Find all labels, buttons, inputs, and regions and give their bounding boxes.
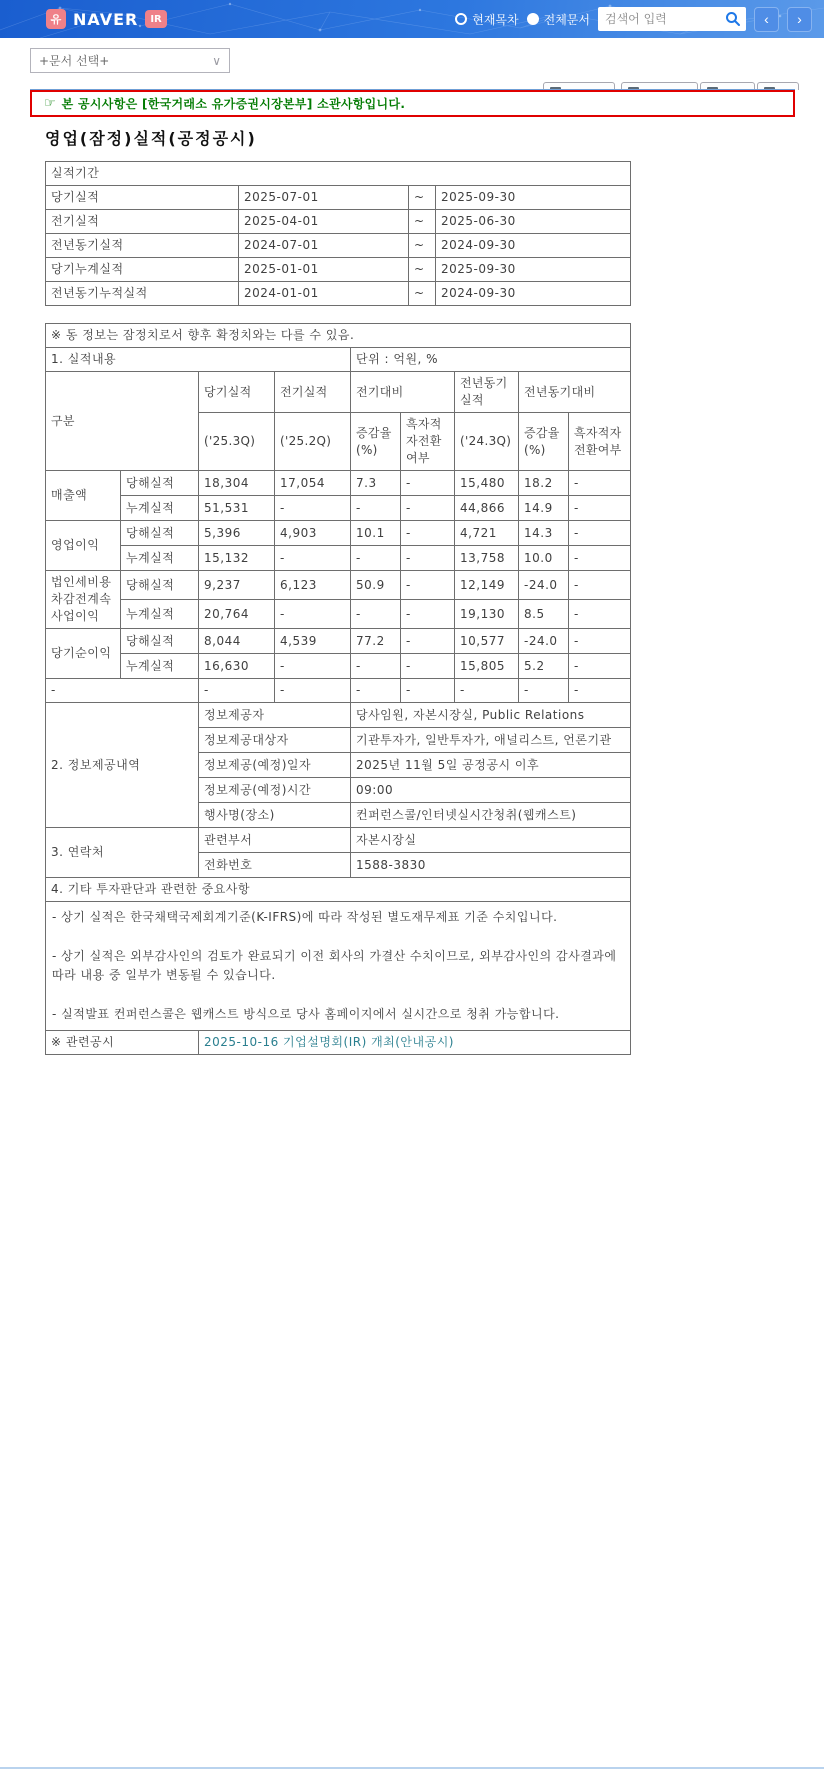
table-header-row bbox=[46, 372, 631, 413]
result-cell: 7.3 bbox=[351, 471, 401, 496]
provisional-note: ※ 동 정보는 잠정치로서 향후 확정치와는 다를 수 있음. bbox=[46, 324, 631, 348]
table-row bbox=[46, 878, 631, 902]
header-controls bbox=[455, 0, 812, 38]
result-cell: 4,721 bbox=[455, 521, 519, 546]
result-cell: 9,237 bbox=[199, 571, 275, 600]
metric-name: 당기순이익 bbox=[46, 629, 121, 679]
related-disclosure-label: ※ 관련공시 bbox=[46, 1031, 199, 1055]
chevron-right-icon: › bbox=[797, 11, 802, 27]
result-cell: 10.1 bbox=[351, 521, 401, 546]
result-cell: - bbox=[401, 471, 455, 496]
table-row bbox=[46, 629, 631, 654]
brand-area bbox=[46, 0, 167, 38]
result-cell: 10,577 bbox=[455, 629, 519, 654]
page-title: 영업(잠정)실적(공정공시) bbox=[45, 129, 257, 148]
result-cell: 16,630 bbox=[199, 654, 275, 679]
radio-selected-icon[interactable] bbox=[527, 13, 539, 25]
results-table bbox=[45, 323, 631, 1055]
dash-cell: - bbox=[351, 679, 401, 703]
contact-label: 전화번호 bbox=[199, 853, 351, 878]
dash-cell: - bbox=[519, 679, 569, 703]
table-row bbox=[46, 571, 631, 600]
top-header-bar bbox=[0, 0, 824, 38]
col-previous: 전기실적 bbox=[275, 372, 351, 413]
subcol-turnaround: 흑자적자전환여부 bbox=[401, 413, 455, 471]
period-to: 2025-09-30 bbox=[436, 258, 631, 282]
table-row bbox=[46, 546, 631, 571]
metric-name: 법인세비용차감전계속사업이익 bbox=[46, 571, 121, 629]
result-cell: 77.2 bbox=[351, 629, 401, 654]
table-row bbox=[46, 679, 631, 703]
col-current: 당기실적 bbox=[199, 372, 275, 413]
table-row bbox=[46, 1031, 631, 1055]
result-cell: 15,480 bbox=[455, 471, 519, 496]
result-cell: 17,054 bbox=[275, 471, 351, 496]
result-cell: - bbox=[401, 546, 455, 571]
result-cell: 8.5 bbox=[519, 600, 569, 629]
table-row bbox=[46, 324, 631, 348]
period-to: 2025-06-30 bbox=[436, 210, 631, 234]
result-cell: - bbox=[275, 546, 351, 571]
table-row bbox=[46, 348, 631, 372]
metric-name: 매출액 bbox=[46, 471, 121, 521]
result-cell: 44,866 bbox=[455, 496, 519, 521]
dash-cell: - bbox=[199, 679, 275, 703]
col-gubun: 구분 bbox=[46, 372, 199, 471]
result-cell: - bbox=[569, 471, 631, 496]
dash-cell: - bbox=[46, 679, 199, 703]
section4-title: 4. 기타 투자판단과 관련한 중요사항 bbox=[46, 878, 631, 902]
table-row bbox=[46, 162, 631, 186]
period-from: 2025-04-01 bbox=[239, 210, 409, 234]
result-cell: - bbox=[401, 521, 455, 546]
table-row bbox=[46, 258, 631, 282]
result-cell: - bbox=[569, 600, 631, 629]
row-type: 누계실적 bbox=[121, 546, 199, 571]
result-cell: 51,531 bbox=[199, 496, 275, 521]
table-row bbox=[46, 521, 631, 546]
col-yoy: 전년동기대비 bbox=[519, 372, 631, 413]
ir-badge: IR bbox=[145, 10, 166, 28]
result-cell: 19,130 bbox=[455, 600, 519, 629]
period-to: 2024-09-30 bbox=[436, 282, 631, 306]
section1-title: 1. 실적내용 bbox=[46, 348, 351, 372]
prev-button[interactable] bbox=[754, 7, 779, 32]
period-label: 당기실적 bbox=[46, 186, 239, 210]
result-cell: 5.2 bbox=[519, 654, 569, 679]
result-cell: - bbox=[401, 571, 455, 600]
info-label: 정보제공(예정)일자 bbox=[199, 753, 351, 778]
result-cell: - bbox=[401, 629, 455, 654]
remark-line: - 실적발표 컨퍼런스콜은 웹캐스트 방식으로 당사 홈페이지에서 실시간으로 청취 가능합니다. bbox=[52, 1007, 560, 1021]
radio-current-toc[interactable] bbox=[455, 11, 518, 28]
info-value: 당사임원, 자본시장실, Public Relations bbox=[351, 703, 631, 728]
table-row bbox=[46, 210, 631, 234]
row-type: 누계실적 bbox=[121, 600, 199, 629]
result-cell: 12,149 bbox=[455, 571, 519, 600]
related-disclosure-link[interactable]: 2025-10-16 기업설명회(IR) 개최(안내공시) bbox=[204, 1035, 454, 1049]
period-label: 전기실적 bbox=[46, 210, 239, 234]
info-label: 정보제공(예정)시간 bbox=[199, 778, 351, 803]
result-cell: 50.9 bbox=[351, 571, 401, 600]
remark-line: - 상기 실적은 한국채택국제회계기준(K-IFRS)에 따라 작성된 별도재무제표 기준 수치입니다. bbox=[52, 910, 558, 924]
metric-name: 영업이익 bbox=[46, 521, 121, 571]
result-cell: -24.0 bbox=[519, 571, 569, 600]
dash-cell: - bbox=[569, 679, 631, 703]
period-from: 2025-01-01 bbox=[239, 258, 409, 282]
yu-badge: 유 bbox=[46, 9, 66, 29]
result-cell: - bbox=[569, 571, 631, 600]
table-row bbox=[46, 234, 631, 258]
result-cell: - bbox=[351, 546, 401, 571]
radio-unselected-icon[interactable] bbox=[455, 13, 467, 25]
info-value: 09:00 bbox=[351, 778, 631, 803]
period-to: 2025-09-30 bbox=[436, 186, 631, 210]
chevron-left-icon: ‹ bbox=[764, 11, 769, 27]
result-cell: - bbox=[275, 654, 351, 679]
col-qoq: 전기대비 bbox=[351, 372, 455, 413]
search-input[interactable] bbox=[605, 9, 723, 29]
table-row bbox=[46, 471, 631, 496]
search-box bbox=[598, 7, 746, 31]
result-cell: - bbox=[569, 629, 631, 654]
document-select-value: +문서 선택+ bbox=[39, 54, 110, 68]
col-yoy-base: 전년동기실적 bbox=[455, 372, 519, 413]
row-type: 누계실적 bbox=[121, 654, 199, 679]
period-tilde: ~ bbox=[409, 258, 436, 282]
table-row bbox=[46, 600, 631, 629]
result-cell: - bbox=[351, 654, 401, 679]
result-cell: - bbox=[569, 654, 631, 679]
section3-title: 3. 연락처 bbox=[46, 828, 199, 878]
result-cell: 8,044 bbox=[199, 629, 275, 654]
jurisdiction-notice-text: 본 공시사항은 [한국거래소 유가증권시장본부] 소관사항입니다. bbox=[61, 97, 406, 111]
info-label: 정보제공자 bbox=[199, 703, 351, 728]
table-row bbox=[46, 703, 631, 728]
info-value: 기관투자가, 일반투자가, 애널리스트, 언론기관 bbox=[351, 728, 631, 753]
table-row bbox=[46, 828, 631, 853]
subcol-current-quarter: ('25.3Q) bbox=[199, 413, 275, 471]
row-type: 당해실적 bbox=[121, 521, 199, 546]
period-table bbox=[45, 161, 631, 306]
period-label: 전년동기실적 bbox=[46, 234, 239, 258]
result-cell: - bbox=[569, 521, 631, 546]
info-value: 컨퍼런스콜/인터넷실시간청취(웹캐스트) bbox=[351, 803, 631, 828]
result-cell: 14.3 bbox=[519, 521, 569, 546]
subcol-prev-quarter: ('25.2Q) bbox=[275, 413, 351, 471]
period-from: 2024-07-01 bbox=[239, 234, 409, 258]
radio-full-document[interactable] bbox=[527, 11, 590, 28]
remark-line: - 상기 실적은 외부감사인의 검토가 완료되기 이전 회사의 가결산 수치이므로, 외부감사인의 감사결과에 따라 내용 중 일부가 변동될 수 있습니다. bbox=[52, 949, 617, 982]
info-value: 2025년 11월 5일 공정공시 이후 bbox=[351, 753, 631, 778]
subcol-turnaround: 흑자적자전환여부 bbox=[569, 413, 631, 471]
page-bottom-border bbox=[0, 1767, 824, 1769]
jurisdiction-notice bbox=[30, 90, 795, 117]
subcol-yoy-quarter: ('24.3Q) bbox=[455, 413, 519, 471]
table-row bbox=[46, 654, 631, 679]
table-row bbox=[46, 902, 631, 1031]
result-cell: -24.0 bbox=[519, 629, 569, 654]
result-cell: - bbox=[275, 600, 351, 629]
section2-title: 2. 정보제공내역 bbox=[46, 703, 199, 828]
unit-label: 단위 : 억원, % bbox=[351, 348, 631, 372]
period-to: 2024-09-30 bbox=[436, 234, 631, 258]
result-cell: - bbox=[401, 654, 455, 679]
period-label: 전년동기누적실적 bbox=[46, 282, 239, 306]
result-cell: 5,396 bbox=[199, 521, 275, 546]
row-type: 당해실적 bbox=[121, 571, 199, 600]
row-type: 당해실적 bbox=[121, 471, 199, 496]
dash-cell: - bbox=[455, 679, 519, 703]
period-tilde: ~ bbox=[409, 210, 436, 234]
remarks-cell bbox=[46, 902, 631, 1031]
info-label: 정보제공대상자 bbox=[199, 728, 351, 753]
radio-current-toc-label: 현재목차 bbox=[472, 12, 519, 27]
table-row bbox=[46, 186, 631, 210]
result-cell: 15,805 bbox=[455, 654, 519, 679]
contact-value: 자본시장실 bbox=[351, 828, 631, 853]
disclosure-document bbox=[45, 122, 630, 1055]
result-cell: - bbox=[275, 496, 351, 521]
period-tilde: ~ bbox=[409, 282, 436, 306]
result-cell: - bbox=[351, 600, 401, 629]
result-cell: 4,903 bbox=[275, 521, 351, 546]
period-caption: 실적기간 bbox=[46, 162, 631, 186]
contact-label: 관련부서 bbox=[199, 828, 351, 853]
result-cell: - bbox=[401, 600, 455, 629]
result-cell: 13,758 bbox=[455, 546, 519, 571]
contact-value: 1588-3830 bbox=[351, 853, 631, 878]
dash-cell: - bbox=[275, 679, 351, 703]
row-type: 당해실적 bbox=[121, 629, 199, 654]
next-button[interactable] bbox=[787, 7, 812, 32]
related-disclosure-cell bbox=[199, 1031, 631, 1055]
result-cell: - bbox=[401, 496, 455, 521]
result-cell: 18,304 bbox=[199, 471, 275, 496]
result-cell: - bbox=[569, 546, 631, 571]
table-row bbox=[46, 282, 631, 306]
chevron-down-icon: ∨ bbox=[212, 53, 221, 68]
dash-cell: - bbox=[401, 679, 455, 703]
radio-full-document-label: 전체문서 bbox=[543, 12, 590, 27]
result-cell: 10.0 bbox=[519, 546, 569, 571]
result-cell: 14.9 bbox=[519, 496, 569, 521]
result-cell: 20,764 bbox=[199, 600, 275, 629]
period-from: 2025-07-01 bbox=[239, 186, 409, 210]
document-select-dropdown[interactable] bbox=[30, 48, 230, 73]
row-type: 누계실적 bbox=[121, 496, 199, 521]
period-from: 2024-01-01 bbox=[239, 282, 409, 306]
subcol-rate: 증감율(%) bbox=[351, 413, 401, 471]
period-tilde: ~ bbox=[409, 186, 436, 210]
result-cell: 18.2 bbox=[519, 471, 569, 496]
result-cell: - bbox=[351, 496, 401, 521]
result-cell: 6,123 bbox=[275, 571, 351, 600]
period-tilde: ~ bbox=[409, 234, 436, 258]
search-icon[interactable] bbox=[725, 11, 741, 27]
pointing-hand-icon: ☞ bbox=[44, 96, 56, 111]
info-label: 행사명(장소) bbox=[199, 803, 351, 828]
period-label: 당기누계실적 bbox=[46, 258, 239, 282]
result-cell: - bbox=[569, 496, 631, 521]
result-cell: 4,539 bbox=[275, 629, 351, 654]
naver-logo[interactable]: NAVER bbox=[73, 9, 139, 29]
result-cell: 15,132 bbox=[199, 546, 275, 571]
subcol-rate: 증감율(%) bbox=[519, 413, 569, 471]
table-row bbox=[46, 496, 631, 521]
